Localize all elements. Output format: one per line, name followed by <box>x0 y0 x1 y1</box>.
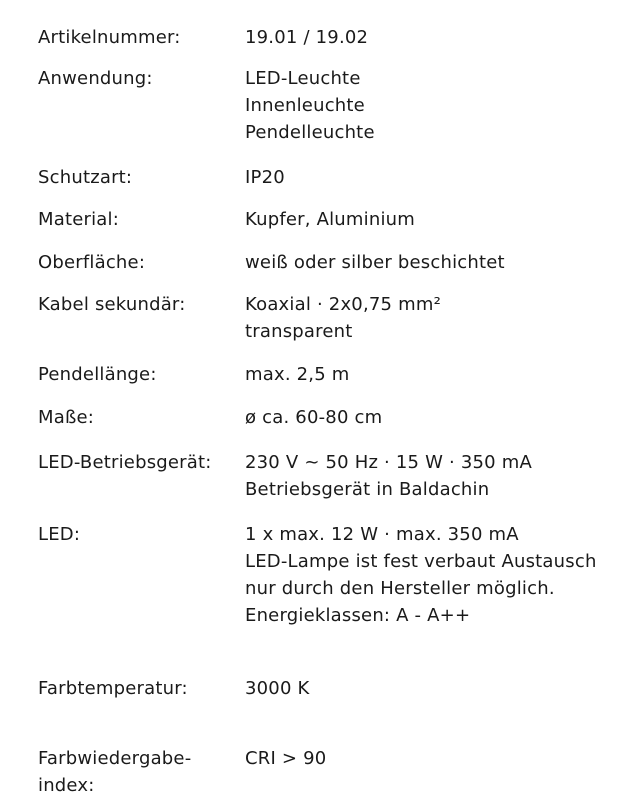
spec-value-line: Pendelleuchte <box>245 122 375 143</box>
spec-value <box>245 745 635 772</box>
spec-value-line: Betriebsgerät in Baldachin <box>245 479 490 500</box>
spec-label-line: Maße: <box>38 407 95 428</box>
spec-value-line: 1 x max. 12 W · max. 350 mA <box>245 524 519 545</box>
spec-value <box>245 291 635 345</box>
spec-value-line: ø ca. 60-80 cm <box>245 407 383 428</box>
spec-label <box>38 249 238 276</box>
spec-label <box>38 24 238 51</box>
spec-value-line: IP20 <box>245 167 285 188</box>
spec-value-line: LED-Leuchte <box>245 68 361 89</box>
spec-label <box>38 449 238 476</box>
spec-value <box>245 361 635 388</box>
spec-value-line: CRI > 90 <box>245 748 327 769</box>
spec-value <box>245 449 635 503</box>
spec-value-line: 230 V ~ 50 Hz · 15 W · 350 mA <box>245 452 533 473</box>
spec-label-line: Anwendung: <box>38 68 153 89</box>
spec-label-line: LED: <box>38 524 81 545</box>
spec-value-line: nur durch den Hersteller möglich. <box>245 578 555 599</box>
spec-value <box>245 521 635 629</box>
spec-value <box>245 675 635 702</box>
spec-value-line: LED-Lampe ist fest verbaut Austausch <box>245 551 597 572</box>
spec-label <box>38 361 238 388</box>
spec-label <box>38 675 238 702</box>
spec-label-line: Artikelnummer: <box>38 27 181 48</box>
spec-label <box>38 206 238 233</box>
spec-label-line: index: <box>38 775 95 796</box>
spec-value-line: transparent <box>245 321 353 342</box>
spec-value-line: Innenleuchte <box>245 95 365 116</box>
spec-value-line: max. 2,5 m <box>245 364 350 385</box>
spec-value <box>245 404 635 431</box>
spec-value <box>245 164 635 191</box>
spec-value-line: Kupfer, Aluminium <box>245 209 416 230</box>
spec-label <box>38 404 238 431</box>
spec-value-line: 3000 K <box>245 678 310 699</box>
spec-label-line: Schutzart: <box>38 167 133 188</box>
spec-label-line: Farbwiedergabe- <box>38 748 192 769</box>
spec-label-line: Pendellänge: <box>38 364 157 385</box>
spec-value <box>245 206 635 233</box>
spec-label <box>38 65 238 92</box>
spec-label <box>38 521 238 548</box>
spec-label-line: Farbtemperatur: <box>38 678 188 699</box>
spec-value-line: weiß oder silber beschichtet <box>245 252 505 273</box>
spec-value <box>245 249 635 276</box>
spec-label <box>38 745 238 799</box>
spec-value-line: Koaxial · 2x0,75 mm² <box>245 294 441 315</box>
spec-label-line: Oberfläche: <box>38 252 146 273</box>
spec-value <box>245 24 635 51</box>
spec-label <box>38 291 238 318</box>
spec-value-line: Energieklassen: A - A++ <box>245 605 471 626</box>
spec-label-line: LED-Betriebsgerät: <box>38 452 212 473</box>
spec-value-line: 19.01 / 19.02 <box>245 27 369 48</box>
spec-value <box>245 65 635 146</box>
spec-label-line: Kabel sekundär: <box>38 294 186 315</box>
spec-label-line: Material: <box>38 209 119 230</box>
spec-label <box>38 164 238 191</box>
